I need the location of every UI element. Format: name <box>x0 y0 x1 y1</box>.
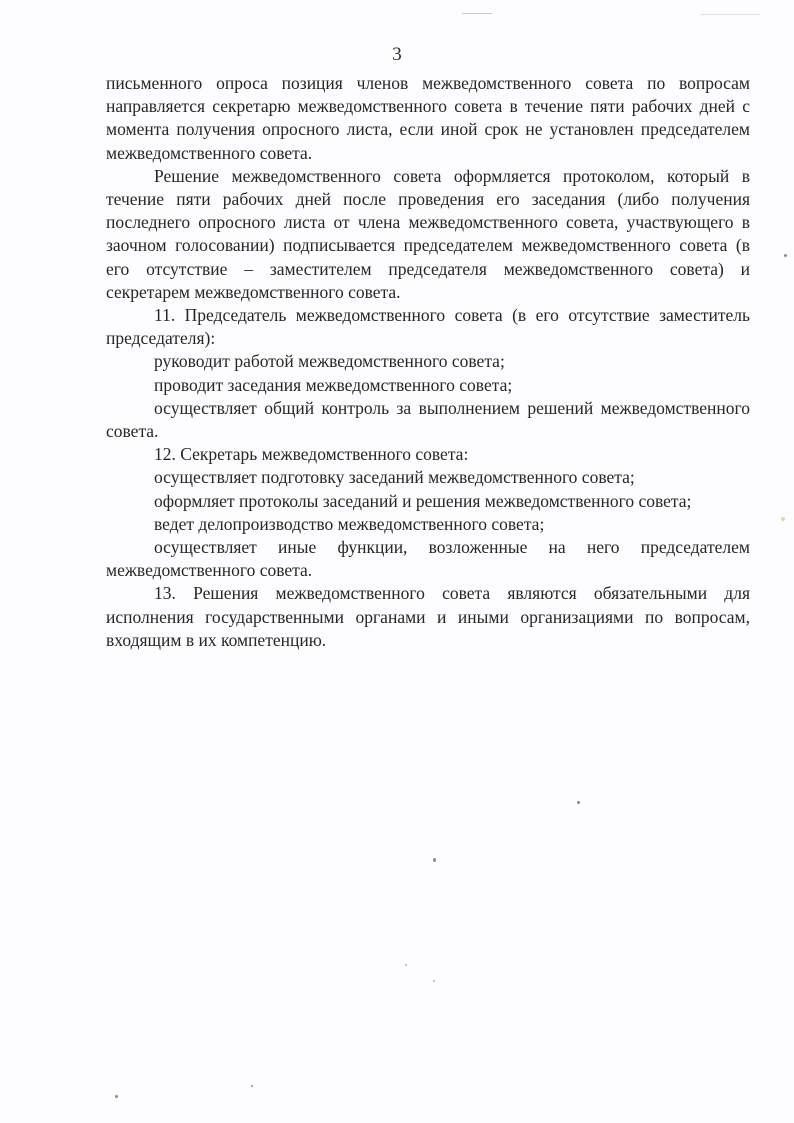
scan-speck <box>781 517 785 521</box>
paragraph-chairman-duty-3: осуществляет общий контроль за выполнением решений межведомственного совета. <box>106 397 750 442</box>
scan-speck <box>577 801 580 804</box>
scan-speck <box>433 980 435 982</box>
paragraph-survey-result: письменного опроса позиция членов межведомственного совета по вопросам направляется секретарю межведомственного совета в течение пяти рабочих дней с момента получения опросного листа, если иной срок не установлен председателем межведомственного совета. <box>106 73 750 163</box>
scan-artifact-top-right <box>700 14 760 15</box>
scan-speck <box>433 858 436 862</box>
scan-artifact-top <box>462 13 492 14</box>
paragraph-chairman-duty-2: проводит заседания межведомственного совета; <box>154 374 513 395</box>
paragraph-secretary-duty-1: осуществляет подготовку заседаний межведомственного совета; <box>154 467 635 488</box>
paragraph-11-chairman: 11. Председатель межведомственного совета (в его отсутствие заместитель председателя): <box>106 305 750 349</box>
scan-speck <box>784 254 787 257</box>
paragraph-secretary-duty-3: ведет делопроизводство межведомственного совета; <box>154 513 545 534</box>
paragraph-secretary-duty-4: осуществляет иные функции, возложенные на него председателем межведомственного совета. <box>106 537 750 581</box>
scan-speck <box>115 1095 118 1098</box>
paragraph-13-decisions: 13. Решения межведомственного совета являются обязательными для исполнения государственными органами и иными организациями по вопросам, входящим в их компетенцию. <box>106 583 750 650</box>
document-body <box>106 72 750 652</box>
page-number: 3 <box>392 44 402 65</box>
paragraph-12-secretary: 12. Секретарь межведомственного совета: <box>154 444 469 465</box>
paragraph-chairman-duty-1: руководит работой межведомственного совета; <box>154 351 505 372</box>
scan-speck <box>405 964 407 966</box>
paragraph-protocol: Решение межведомственного совета оформляется протоколом, который в течение пяти рабочих дней после проведения его заседания (либо получения последнего опросного листа от члена межведомственного совета, участвующего в заочном голосовании) подписывается председателем межведомственного совета (в его отсутствие – заместителем председателя межведомственного совета) и секретарем межведомственного совета. <box>106 165 750 302</box>
scan-speck <box>251 1085 253 1087</box>
paragraph-secretary-duty-2: оформляет протоколы заседаний и решения межведомственного совета; <box>154 490 692 511</box>
